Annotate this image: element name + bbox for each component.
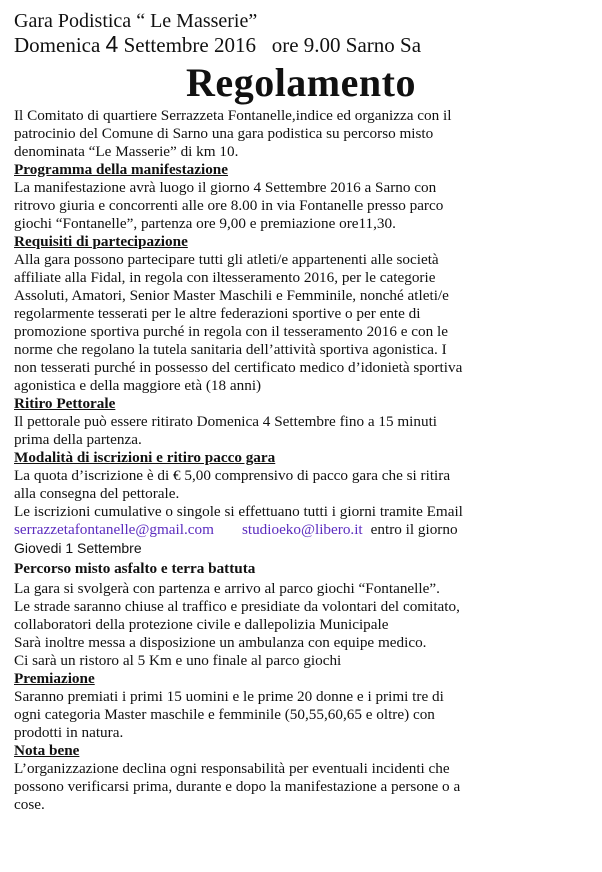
premiazione-line: Saranno premiati i primi 15 uomini e le prime 20 donne e i primi tre di: [14, 688, 444, 705]
nota-line: possono verificarsi prima, durante e dopo la manifestazione a persone o a: [14, 778, 461, 795]
requisiti-line: norme che regolano la tutela sanitaria dell’attività sportiva agonistica. I: [14, 341, 447, 358]
section-percorso: [14, 580, 588, 670]
section-programma: [14, 179, 588, 233]
nota-line: cose.: [14, 796, 45, 813]
event-date-suffix: Settembre 2016 ore 9.00 Sarno Sa: [118, 33, 422, 57]
section-heading-ritiro: Ritiro Pettorale: [14, 395, 116, 412]
section-heading-iscrizioni: Modalità di iscrizioni e ritiro pacco gara: [14, 449, 276, 466]
section-heading-nota: Nota bene: [14, 742, 80, 759]
programma-line: ritrovo giuria e concorrenti alle ore 8.00 in via Fontanelle presso parco: [14, 197, 444, 214]
page-title: Regolamento: [186, 60, 416, 105]
section-heading-premiazione: Premiazione: [14, 670, 95, 687]
section-iscrizioni: [14, 467, 588, 557]
iscrizioni-line: La quota d’iscrizione è di € 5,00 comprensivo di pacco gara che si ritira: [14, 467, 451, 484]
intro-paragraph: [14, 107, 588, 161]
premiazione-line: prodotti in natura.: [14, 724, 124, 741]
section-heading-percorso: Percorso misto asfalto e terra battuta: [14, 560, 256, 577]
iscrizioni-deadline: Giovedi 1 Settembre: [14, 540, 142, 556]
email-line: [14, 521, 588, 539]
iscrizioni-line: alla consegna del pettorale.: [14, 485, 180, 502]
email-deadline-intro: entro il giorno: [370, 521, 458, 538]
percorso-line: La gara si svolgerà con partenza e arrivo al parco giochi “Fontanelle”.: [14, 580, 440, 597]
iscrizioni-line: Le iscrizioni cumulative o singole si effettuano tutti i giorni tramite Email: [14, 503, 463, 520]
intro-line: Il Comitato di quartiere Serrazzeta Fontanelle,indice ed organizza con il: [14, 107, 452, 124]
programma-line: La manifestazione avrà luogo il giorno 4 Settembre 2016 a Sarno con: [14, 179, 437, 196]
requisiti-line: Assoluti, Amatori, Senior Master Maschili e Femminile, nonché atleti/e: [14, 287, 449, 304]
percorso-line: Sarà inoltre messa a disposizione un ambulanza con equipe medico.: [14, 634, 427, 651]
event-date-prefix: Domenica: [14, 33, 106, 57]
section-nota: [14, 760, 588, 814]
event-name: Gara Podistica “ Le Masserie”: [14, 10, 258, 32]
section-heading-programma: Programma della manifestazione: [14, 161, 228, 178]
requisiti-line: promozione sportiva purché in regola con il tesseramento 2016 e con le: [14, 323, 448, 340]
requisiti-line: affiliate alla Fidal, in regola con iltesseramento 2016, per le categorie: [14, 269, 436, 286]
section-requisiti: [14, 251, 588, 395]
percorso-line: Le strade saranno chiuse al traffico e presidiate da volontari del comitato,: [14, 598, 460, 615]
email-link-serrazzeta[interactable]: serrazzetafontanelle@gmail.com: [14, 521, 214, 538]
event-date-line: [14, 32, 588, 57]
requisiti-line: non tesserati purché in possesso del certificato medico d’idonietà sportiva: [14, 359, 463, 376]
event-day-number: 4: [105, 31, 119, 57]
percorso-line: collaboratori della protezione civile e dallepolizia Municipale: [14, 616, 389, 633]
intro-line: patrocinio del Comune di Sarno una gara podistica su percorso misto: [14, 125, 434, 142]
email-link-studioeko[interactable]: studioeko@libero.it: [241, 521, 363, 538]
nota-line: L’organizzazione declina ogni responsabilità per eventuali incidenti che: [14, 760, 450, 777]
requisiti-line: agonistica e della maggiore età (18 anni): [14, 377, 262, 394]
percorso-line: Ci sarà un ristoro al 5 Km e uno finale al parco giochi: [14, 652, 342, 669]
requisiti-line: regolarmente tesserati per le altre federazioni sportive o per ente di: [14, 305, 421, 322]
section-ritiro: [14, 413, 588, 449]
ritiro-line: prima della partenza.: [14, 431, 142, 448]
premiazione-line: ogni categoria Master maschile e femminile (50,55,60,65 e oltre) con: [14, 706, 435, 723]
section-premiazione: [14, 688, 588, 742]
intro-line: denominata “Le Masserie” di km 10.: [14, 143, 239, 160]
ritiro-line: Il pettorale può essere ritirato Domenica 4 Settembre fino a 15 minuti: [14, 413, 438, 430]
section-heading-requisiti: Requisiti di partecipazione: [14, 233, 188, 250]
requisiti-line: Alla gara possono partecipare tutti gli atleti/e appartenenti alle società: [14, 251, 439, 268]
programma-line: giochi “Fontanelle”, partenza ore 9,00 e premiazione ore11,30.: [14, 215, 396, 232]
